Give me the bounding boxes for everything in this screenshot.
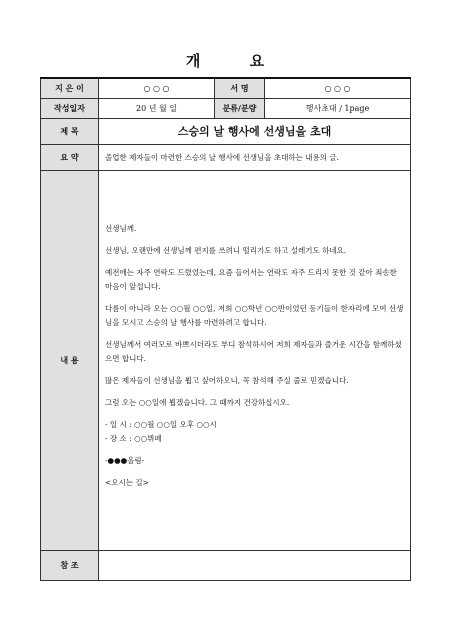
reference-label: 참 조 xyxy=(41,550,99,580)
subject-label: 제 목 xyxy=(41,118,99,144)
letter-paragraph: 선생님, 오랜만에 선생님께 편지를 쓰려니 떨리기도 하고 설레기도 하네요. xyxy=(105,246,347,255)
summary-value: 졸업한 제자들이 마련한 스승의 날 행사에 선생님을 초대하는 내용의 글. xyxy=(99,144,411,170)
letter-paragraph: 선생님께서 여러모로 바쁘시더라도 부디 참석하시어 저희 제자들과 즐거운 시간을 함께하셨으면 합니다. xyxy=(105,340,402,363)
letter-paragraph: 다름이 아니라 오는 ○○월 ○○일, 저희 ○○학년 ○○반이었던 동기들이 한자리에 모여 선생님을 모시고 스승의 날 행사를 마련하려고 합니다. xyxy=(105,304,404,327)
summary-label: 요 약 xyxy=(41,144,99,170)
date-value: 20 년 월 일 xyxy=(99,98,215,118)
signature-label: 서 명 xyxy=(215,78,265,98)
letter-paragraph: 예전에는 자주 연락도 드렸었는데, 요즘 들어서는 연락도 자주 드리지 못한 것 같아 죄송한 마음이 앞섭니다. xyxy=(105,268,397,291)
content-label: 내 용 xyxy=(41,170,99,550)
event-place: - 장 소 : ○○뷔페 xyxy=(105,434,162,443)
reference-value xyxy=(99,550,411,580)
date-label: 작성일자 xyxy=(41,98,99,118)
letter-signoff: -●●●올림- xyxy=(105,456,145,465)
signature-value: ○ ○ ○ xyxy=(265,78,411,98)
directions-heading: <오시는 길> xyxy=(105,478,149,487)
author-label: 지 은 이 xyxy=(41,78,99,98)
subject-value: 스승의 날 행사에 선생님을 초대 xyxy=(99,118,411,144)
event-time: - 일 시 : ○○월 ○○일 오후 ○○시 xyxy=(105,420,217,429)
letter-greeting: 선생님께. xyxy=(105,224,137,233)
letter-body xyxy=(99,170,411,550)
letter-paragraph: 많은 제자들이 선생님을 뵙고 싶어하오니, 꼭 참석해 주실 줄로 믿겠습니다. xyxy=(105,376,349,385)
document-summary-table xyxy=(40,77,411,581)
page-title: 개 요 xyxy=(185,52,287,70)
letter-paragraph: 그럼 오는 ○○일에 뵙겠습니다. 그 때까지 건강하십시오. xyxy=(105,398,290,407)
category-label: 분류/분량 xyxy=(215,98,265,118)
category-value: 행사초대 / 1page xyxy=(265,98,411,118)
author-value: ○ ○ ○ xyxy=(99,78,215,98)
